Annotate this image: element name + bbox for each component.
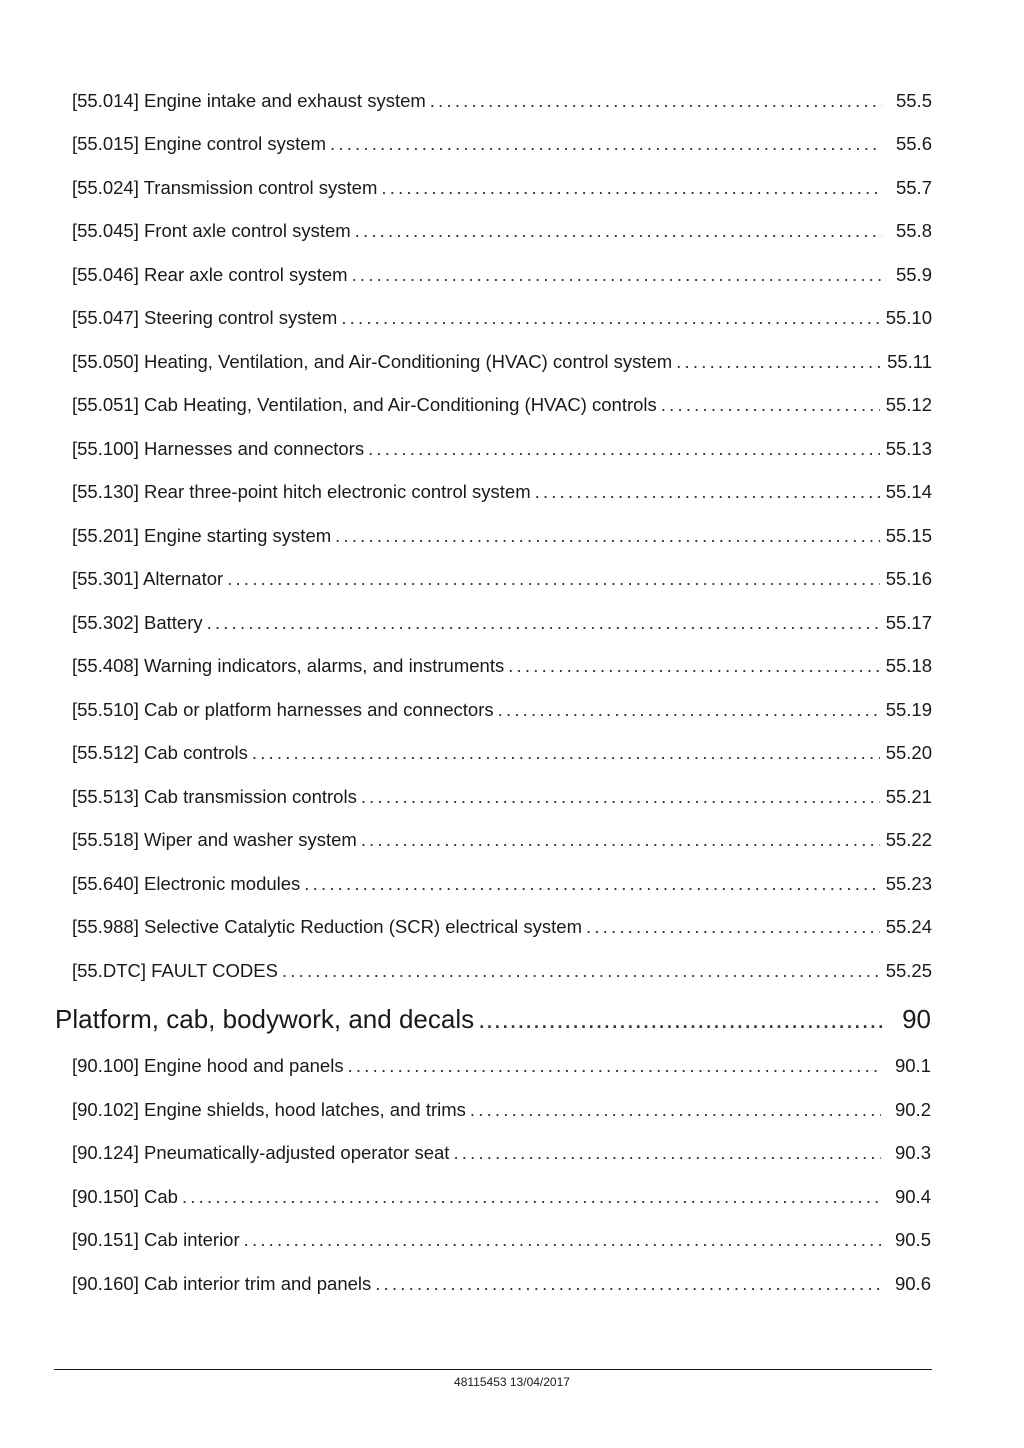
toc-entry[interactable] [72, 610, 932, 636]
toc-entry-page: 90.6 [894, 1273, 931, 1294]
toc-entry[interactable] [72, 131, 932, 157]
toc-entry[interactable] [72, 958, 932, 984]
toc-entry-page: 55.11 [887, 351, 932, 372]
footer-document-id-date: 48115453 13/04/2017 [454, 1375, 570, 1389]
toc-entry-page: 55.14 [885, 481, 932, 502]
toc-entry-page: 90.5 [894, 1229, 931, 1250]
toc-entry-page: 55.10 [885, 307, 932, 328]
toc-entry-page: 55.9 [895, 264, 932, 285]
toc-entry[interactable] [72, 392, 932, 418]
toc-entry-title: [90.151] Cab interior [72, 1229, 240, 1250]
toc-leader-dots [207, 610, 880, 636]
toc-entry-title: [55.518] Wiper and washer system [72, 829, 357, 850]
toc-entry-page: 55.20 [885, 742, 932, 763]
footer-divider [54, 1369, 932, 1370]
toc-entry-title: [55.045] Front axle control system [72, 220, 351, 241]
toc-entry-page: 90.2 [894, 1099, 931, 1120]
toc-entry[interactable] [72, 88, 932, 114]
toc-entry[interactable] [72, 262, 932, 288]
toc-leader-dots [381, 175, 882, 201]
toc-entry-page: 55.22 [885, 829, 932, 850]
toc-entry-title: [55.051] Cab Heating, Ventilation, and Air-Conditioning (HVAC) controls [72, 394, 657, 415]
toc-leader-dots [304, 871, 879, 897]
toc-entry-page: 55.6 [895, 133, 932, 154]
toc-entry-title: [55.301] Alternator [72, 568, 224, 589]
toc-entry-title: [55.100] Harnesses and connectors [72, 438, 365, 459]
toc-entry[interactable] [72, 566, 932, 592]
toc-entry[interactable] [72, 175, 932, 201]
toc-entry-title: [90.150] Cab [72, 1186, 178, 1207]
toc-entry-title: [90.124] Pneumatically-adjusted operator seat [72, 1142, 450, 1163]
toc-leader-dots [453, 1140, 881, 1166]
toc-entry[interactable] [72, 479, 932, 505]
toc-leader-dots [352, 262, 882, 288]
toc-leader-dots [430, 88, 882, 114]
toc-entry-page: 55.15 [885, 525, 932, 546]
toc-leader-dots [282, 958, 880, 984]
toc-chapter-title: Platform, cab, bodywork, and decals [55, 1004, 475, 1034]
toc-entry[interactable] [72, 697, 932, 723]
toc-entry[interactable] [72, 436, 932, 462]
toc-entry-title: [55.201] Engine starting system [72, 525, 332, 546]
toc-entry-title: [90.102] Engine shields, hood latches, and trims [72, 1099, 466, 1120]
toc-entry-page: 55.17 [885, 612, 932, 633]
toc-entry-title: [55.513] Cab transmission controls [72, 786, 357, 807]
toc-entry[interactable] [72, 1140, 931, 1166]
toc-leader-dots [361, 784, 880, 810]
toc-entry-page: 55.23 [885, 873, 932, 894]
toc-leader-dots [470, 1097, 881, 1123]
toc-entry-title: [55.988] Selective Catalytic Reduction (SCR) electrical system [72, 916, 582, 937]
toc-entry-page: 55.8 [895, 220, 932, 241]
toc-entry[interactable] [72, 523, 932, 549]
toc-entry-page: 55.18 [885, 655, 932, 676]
toc-leader-dots [341, 305, 879, 331]
toc-leader-dots [661, 392, 880, 418]
toc-leader-dots [361, 827, 880, 853]
toc-leader-dots [368, 436, 880, 462]
toc-entry-page: 90.4 [894, 1186, 931, 1207]
toc-leader-dots [375, 1271, 881, 1297]
toc-entry[interactable] [72, 1271, 931, 1297]
toc-chapter-entry[interactable] [55, 1002, 931, 1036]
toc-leader-dots [182, 1184, 881, 1210]
toc-entry-title: [55.046] Rear axle control system [72, 264, 348, 285]
toc-leader-dots [535, 479, 880, 505]
toc-leader-dots [478, 1002, 884, 1036]
toc-entry[interactable] [72, 1184, 931, 1210]
toc-entry-page: 55.7 [895, 177, 932, 198]
toc-entry-title: [55.015] Engine control system [72, 133, 327, 154]
toc-entry[interactable] [72, 305, 932, 331]
toc-leader-dots [508, 653, 879, 679]
toc-entry-page: 90.3 [894, 1142, 931, 1163]
toc-entry-title: [55.408] Warning indicators, alarms, and instruments [72, 655, 505, 676]
toc-entry-page: 55.12 [885, 394, 932, 415]
toc-entry-page: 55.19 [885, 699, 932, 720]
toc-entry[interactable] [72, 827, 932, 853]
toc-entry[interactable] [72, 784, 932, 810]
toc-entry[interactable] [72, 218, 932, 244]
toc-entry-page: 55.5 [895, 90, 932, 111]
toc-entry-page: 55.24 [885, 916, 932, 937]
toc-entry-title: [55.014] Engine intake and exhaust system [72, 90, 426, 111]
toc-entry-page: 55.13 [885, 438, 932, 459]
toc-leader-dots [227, 566, 880, 592]
toc-entry-page: 55.25 [885, 960, 932, 981]
toc-entry[interactable] [72, 740, 932, 766]
toc-entry[interactable] [72, 871, 932, 897]
toc-entry[interactable] [72, 1227, 931, 1253]
toc-leader-dots [348, 1053, 881, 1079]
toc-entry[interactable] [72, 349, 932, 375]
toc-entry-title: [55.510] Cab or platform harnesses and connectors [72, 699, 494, 720]
toc-entry-page: 90.1 [894, 1055, 931, 1076]
toc-entry[interactable] [72, 1097, 931, 1123]
toc-chapter-page: 90 [902, 1004, 931, 1034]
toc-entry-title: [90.100] Engine hood and panels [72, 1055, 344, 1076]
toc-entry-page: 55.21 [885, 786, 932, 807]
toc-entry-title: [55.050] Heating, Ventilation, and Air-Conditioning (HVAC) control system [72, 351, 673, 372]
toc-entry[interactable] [72, 1053, 931, 1079]
toc-leader-dots [335, 523, 880, 549]
toc-entry-title: [55.130] Rear three-point hitch electronic control system [72, 481, 531, 502]
toc-entry-title: [55.512] Cab controls [72, 742, 248, 763]
toc-entry-page: 55.16 [885, 568, 932, 589]
toc-leader-dots [330, 131, 882, 157]
toc-entry[interactable] [72, 914, 932, 940]
toc-entry-title: [55.DTC] FAULT CODES [72, 960, 278, 981]
toc-leader-dots [586, 914, 880, 940]
toc-entry[interactable] [72, 653, 932, 679]
toc-leader-dots [355, 218, 882, 244]
toc-leader-dots [498, 697, 880, 723]
toc-entry-title: [55.024] Transmission control system [72, 177, 378, 198]
toc-entry-title: [90.160] Cab interior trim and panels [72, 1273, 372, 1294]
toc-entry-title: [55.047] Steering control system [72, 307, 338, 328]
toc-entry-title: [55.640] Electronic modules [72, 873, 301, 894]
toc-leader-dots [252, 740, 880, 766]
toc-entry-title: [55.302] Battery [72, 612, 203, 633]
toc-leader-dots [676, 349, 881, 375]
toc-leader-dots [244, 1227, 881, 1253]
